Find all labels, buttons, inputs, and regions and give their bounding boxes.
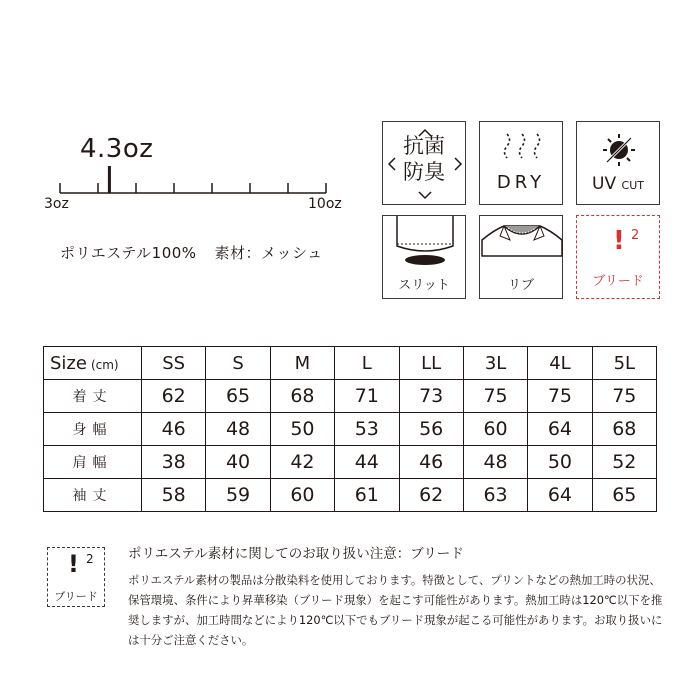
gauge-min-label: 3oz — [44, 196, 69, 212]
material-fabric: 素材：メッシュ — [214, 244, 323, 262]
measurement-label: 身幅 — [44, 413, 142, 446]
size-label: Size — [50, 352, 87, 374]
uvcut-label-main: UV — [592, 174, 617, 194]
measurement-value: 40 — [206, 446, 270, 479]
size-table — [43, 346, 657, 512]
size-column-header: S — [206, 347, 270, 380]
feature-dry — [479, 121, 563, 205]
feature-bleed — [576, 215, 660, 299]
measurement-value: 59 — [206, 479, 270, 512]
uvcut-label-small: CUT — [621, 179, 644, 192]
measurement-value: 62 — [142, 380, 206, 413]
bleed-number: 2 — [631, 228, 640, 243]
measurement-value: 61 — [335, 479, 399, 512]
size-column-header: 5L — [592, 347, 656, 380]
measurement-value: 60 — [463, 413, 527, 446]
notice-warning-mark: ! — [68, 550, 79, 578]
table-row — [44, 479, 657, 512]
measurement-value: 50 — [270, 413, 334, 446]
measurement-value: 75 — [592, 380, 656, 413]
feature-uvcut — [576, 121, 660, 205]
measurement-value: 68 — [592, 413, 656, 446]
measurement-value: 58 — [142, 479, 206, 512]
measurement-value: 56 — [399, 413, 463, 446]
measurement-value: 62 — [399, 479, 463, 512]
bleed-label: ブリード — [592, 274, 644, 289]
measurement-value: 73 — [399, 380, 463, 413]
notice-body: ポリエステル素材の製品は分散染料を使用しております。特徴として、プリントなどの熱加工時の状況、保管環境、条件により昇華移染（ブリード現象）を起こす可能性があります。熱加工時は120℃以下を推奨しますが、加工時間などにより120℃以下でもブリード現象が起こる可能性があります。お取り扱いには十分ご注意ください。 — [128, 573, 663, 647]
measurement-value: 38 — [142, 446, 206, 479]
measurement-value: 65 — [206, 380, 270, 413]
measurement-value: 64 — [528, 413, 592, 446]
measurement-value: 75 — [528, 380, 592, 413]
measurement-value: 63 — [463, 479, 527, 512]
notice-icon-label: ブリード — [54, 590, 98, 603]
measurement-value: 48 — [463, 446, 527, 479]
size-table-corner — [44, 347, 142, 380]
measurement-value: 60 — [270, 479, 334, 512]
measurement-label: 着丈 — [44, 380, 142, 413]
dry-label: DRY — [496, 172, 546, 193]
measurement-value: 48 — [206, 413, 270, 446]
size-table-header — [44, 347, 657, 380]
table-row — [44, 380, 657, 413]
measurement-value: 53 — [335, 413, 399, 446]
size-column-header: 3L — [463, 347, 527, 380]
measurement-value: 42 — [270, 446, 334, 479]
measurement-value: 52 — [592, 446, 656, 479]
size-column-header: SS — [142, 347, 206, 380]
measurement-value: 46 — [399, 446, 463, 479]
size-column-header: LL — [399, 347, 463, 380]
feature-antibacterial — [382, 121, 466, 205]
measurement-value: 46 — [142, 413, 206, 446]
measurement-value: 75 — [463, 380, 527, 413]
notice-title: ポリエステル素材に関してのお取り扱い注意：ブリード — [128, 546, 464, 562]
measurement-value: 68 — [270, 380, 334, 413]
feature-rib — [479, 215, 563, 299]
measurement-label: 肩幅 — [44, 446, 142, 479]
measurement-value: 50 — [528, 446, 592, 479]
gauge-max-label: 10oz — [308, 196, 342, 212]
dry-wave-icon — [480, 122, 564, 206]
measurement-value: 71 — [335, 380, 399, 413]
notice-bleed-icon — [47, 547, 105, 607]
material-info — [60, 242, 323, 263]
size-column-header: L — [335, 347, 399, 380]
measurement-value: 64 — [528, 479, 592, 512]
size-column-header: 4L — [528, 347, 592, 380]
fabric-weight-value: 4.3oz — [80, 134, 154, 164]
measurement-label: 袖丈 — [44, 479, 142, 512]
size-column-header: M — [270, 347, 334, 380]
bleed-warning-icon: ! — [613, 226, 625, 256]
size-unit: (cm) — [90, 357, 119, 372]
measurement-value: 65 — [592, 479, 656, 512]
measurement-value: 44 — [335, 446, 399, 479]
notice-number: 2 — [86, 552, 94, 566]
antibacterial-label-2: 防臭 — [403, 160, 445, 184]
slit-label: スリット — [398, 278, 450, 293]
table-row — [44, 446, 657, 479]
antibacterial-label-1: 抗菌 — [403, 134, 445, 158]
material-composition: ポリエステル100% — [60, 244, 197, 262]
feature-slit — [382, 215, 466, 299]
fabric-weight-gauge — [58, 160, 328, 196]
table-row — [44, 413, 657, 446]
uvcut-label — [577, 174, 659, 194]
rib-label: リブ — [507, 278, 534, 293]
